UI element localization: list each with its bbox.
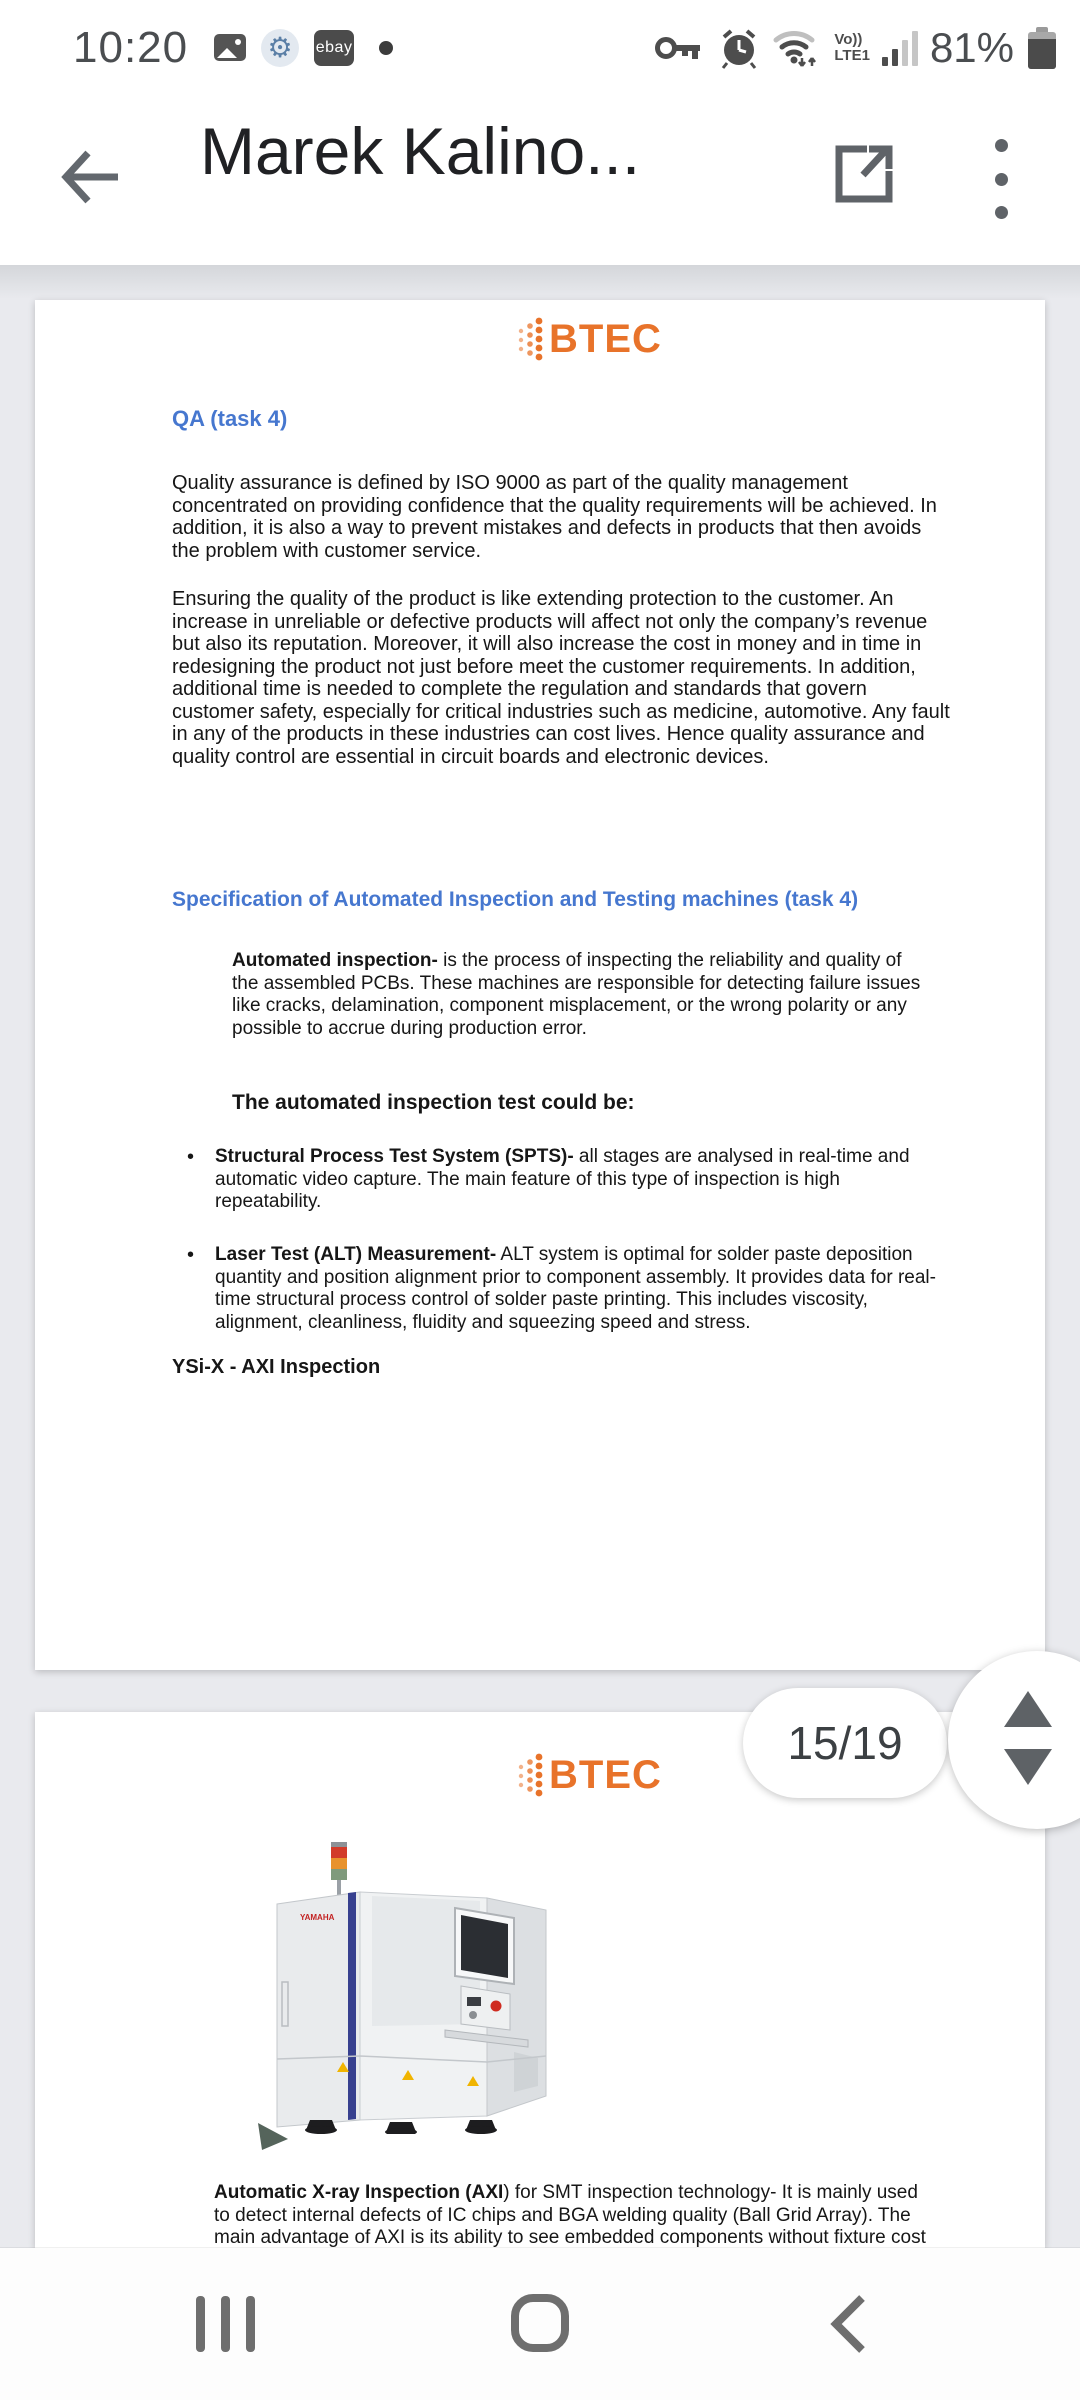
navigation-bar bbox=[0, 2248, 1080, 2400]
bullet-laser-test: Laser Test (ALT) Measurement- ALT system is optimal for solder paste deposition quantity and position alignment prior to component assembly. It provides data for real-time structural process control of solder paste printing. This includes viscosity, alignment, cleanliness, fluidity and squeezing speed and stress. bbox=[215, 1244, 936, 1333]
pdf-viewer[interactable] bbox=[0, 265, 1080, 2248]
heading-specification: Specification of Automated Inspection and Testing machines (task 4) bbox=[172, 888, 859, 911]
overflow-menu-button[interactable] bbox=[988, 139, 1014, 219]
caption-axi: Automatic X-ray Inspection (AXI) for SMT inspection technology- It is mainly used to detect internal defects of IC chips and BGA welding quality (Ball Grid Array). The main advantage of AXI is its ability to see embedded components without fixture cost bbox=[214, 2182, 926, 2248]
paragraph-quality-assurance: Quality assurance is defined by ISO 9000 as part of the quality management concentrated on providing confidence that the quality requirements will be achieved. In addition, it is also a way to prevent mistakes and defects in products that then avoids the problem with customer service. bbox=[172, 472, 937, 562]
scroll-up-icon bbox=[1004, 1691, 1052, 1727]
open-in-new-icon[interactable] bbox=[833, 143, 895, 205]
vpn-key-icon bbox=[654, 31, 706, 65]
alarm-icon bbox=[718, 27, 760, 69]
cursor-artifact-icon bbox=[257, 2122, 291, 2152]
signal-strength-icon bbox=[882, 30, 918, 66]
document-title: Marek Kalino... bbox=[200, 114, 641, 188]
gallery-notification-icon bbox=[214, 34, 246, 61]
label-ysix-axi: YSi-X - AXI Inspection bbox=[172, 1356, 381, 1378]
volte-indicator: Vo)) LTE1 bbox=[834, 30, 870, 64]
app-bar bbox=[0, 95, 1080, 265]
paragraph-automated-inspection: Automated inspection- is the process of inspecting the reliability and quality of the assembled PCBs. These machines are responsible for detecting failure issues like cracks, delamination, component misplacement, or the wrong polarity or any possible to accrue during production error. bbox=[232, 950, 921, 1039]
page-indicator: 15/19 bbox=[743, 1688, 947, 1798]
heading-qa: QA (task 4) bbox=[172, 406, 288, 431]
svg-text:YAMAHA: YAMAHA bbox=[300, 1913, 335, 1922]
appbar-shadow bbox=[0, 265, 1080, 299]
bullet-marker: • bbox=[187, 1146, 195, 1168]
bullet-marker: • bbox=[187, 1244, 195, 1266]
btec-logo: BTEC bbox=[513, 1752, 662, 1798]
back-button[interactable] bbox=[58, 145, 122, 209]
app-notification-icon: ⚙ bbox=[261, 29, 299, 67]
wifi-icon bbox=[772, 26, 822, 70]
btec-logo-dots bbox=[513, 316, 545, 362]
status-bar bbox=[0, 0, 1080, 95]
btec-logo: BTEC bbox=[513, 316, 662, 362]
battery-percentage: 81% bbox=[929, 23, 1014, 71]
axi-machine-image bbox=[262, 1834, 552, 2134]
pdf-page-15 bbox=[35, 300, 1045, 1670]
battery-icon bbox=[1028, 27, 1056, 69]
recents-button[interactable] bbox=[196, 2296, 255, 2352]
home-button[interactable] bbox=[511, 2294, 569, 2352]
ebay-notification-icon: ebay bbox=[314, 30, 354, 66]
scroll-down-icon bbox=[1004, 1749, 1052, 1785]
bullet-spts: Structural Process Test System (SPTS)- all stages are analysed in real-time and automatic video capture. The main feature of this type of inspection is high repeatability. bbox=[215, 1146, 910, 1212]
paragraph-ensuring-quality: Ensuring the quality of the product is like extending protection to the customer. An increase in unreliable or defective products will affect not only the company’s revenue but also its reputation. Moreover, it will also increase the cost in money and in time in redesigning the product not just before meet the customer requirements. In addition, additional time is needed to complete the regulation and standards that govern customer safety, especially for critical industries such as medicine, automotive. Any fault in any of the products in these industries can cost lives. Hence quality assurance and quality control are essential in circuit boards and electronic devices. bbox=[172, 588, 950, 768]
back-nav-button[interactable] bbox=[824, 2292, 872, 2356]
btec-logo-dots bbox=[513, 1752, 545, 1798]
notification-dot-icon bbox=[379, 41, 393, 55]
subheading-inspection-tests: The automated inspection test could be: bbox=[232, 1091, 635, 1114]
clock-text: 10:20 bbox=[73, 22, 189, 72]
